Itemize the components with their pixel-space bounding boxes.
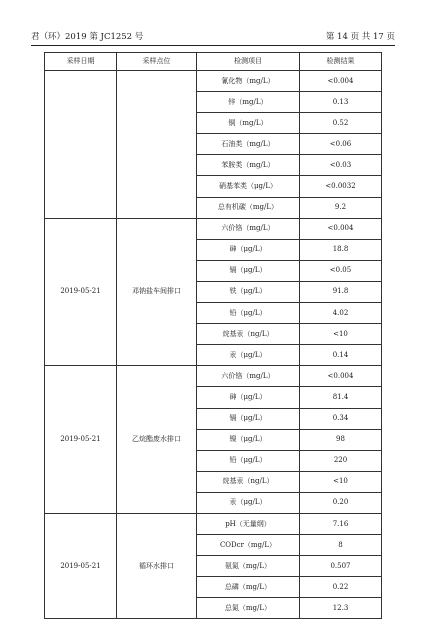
table-header-row	[45, 53, 382, 71]
test-result-cell: 7.16	[300, 513, 382, 534]
test-item-cell: 镉（μg/L）	[197, 408, 300, 429]
test-result-cell: 98	[300, 429, 382, 450]
test-item-cell: 总有机碳（mg/L）	[197, 197, 300, 218]
test-item-cell: 硝基苯类（μg/L）	[197, 176, 300, 197]
test-result-cell: 0.13	[300, 92, 382, 113]
test-result-cell: 4.02	[300, 303, 382, 324]
table-row	[45, 71, 382, 92]
column-header-item: 检测项目	[197, 53, 300, 71]
test-item-cell: 氰化物（mg/L）	[197, 71, 300, 92]
test-item-cell: pH（无量纲）	[197, 513, 300, 534]
test-result-cell: 0.20	[300, 492, 382, 513]
test-result-cell: <10	[300, 324, 382, 345]
sample-location-cell: 循环水排口	[117, 513, 197, 618]
test-result-cell: <0.0032	[300, 176, 382, 197]
test-item-cell: 汞（μg/L）	[197, 492, 300, 513]
test-result-cell: <0.004	[300, 218, 382, 239]
test-item-cell: 烷基汞（ng/L）	[197, 471, 300, 492]
table-row	[45, 218, 382, 239]
test-item-cell: 氨氮（mg/L）	[197, 556, 300, 577]
sample-date-cell	[45, 71, 117, 219]
test-result-cell: 9.2	[300, 197, 382, 218]
test-result-cell: 0.507	[300, 556, 382, 577]
test-item-cell: 苯胺类（mg/L）	[197, 155, 300, 176]
sample-date-cell: 2019-05-21	[45, 218, 117, 366]
test-result-cell: 8	[300, 535, 382, 556]
header-rule	[31, 45, 395, 46]
test-item-cell: 烷基汞（ng/L）	[197, 324, 300, 345]
results-table	[44, 52, 382, 619]
test-item-cell: 镍（μg/L）	[197, 429, 300, 450]
test-item-cell: 六价铬（mg/L）	[197, 366, 300, 387]
test-item-cell: 砷（μg/L）	[197, 239, 300, 260]
table-row	[45, 513, 382, 534]
page-info: 第 14 页 共 17 页	[325, 32, 395, 42]
test-item-cell: 铅（μg/L）	[197, 450, 300, 471]
test-result-cell: <0.06	[300, 134, 382, 155]
sample-location-cell	[117, 71, 197, 219]
test-item-cell: 铁（μg/L）	[197, 281, 300, 302]
test-item-cell: 总氮（mg/L）	[197, 598, 300, 619]
test-item-cell: 砷（μg/L）	[197, 387, 300, 408]
test-result-cell: <0.004	[300, 71, 382, 92]
report-number: 君（环）2019 第 JC1252 号	[31, 32, 144, 42]
test-result-cell: <0.03	[300, 155, 382, 176]
test-result-cell: <0.004	[300, 366, 382, 387]
test-result-cell: <0.05	[300, 260, 382, 281]
test-result-cell: 0.52	[300, 113, 382, 134]
sample-location-cell: 乙烷酯废水排口	[117, 366, 197, 514]
test-result-cell: 0.22	[300, 577, 382, 598]
test-item-cell: 锌（mg/L）	[197, 92, 300, 113]
test-result-cell: 0.14	[300, 345, 382, 366]
test-item-cell: 镉（μg/L）	[197, 260, 300, 281]
table-row	[45, 366, 382, 387]
test-result-cell: 220	[300, 450, 382, 471]
test-item-cell: 总磷（mg/L）	[197, 577, 300, 598]
sample-date-cell: 2019-05-21	[45, 366, 117, 514]
column-header-date: 采样日期	[45, 53, 117, 71]
test-result-cell: 18.8	[300, 239, 382, 260]
sample-location-cell: 邓钠盐车间排口	[117, 218, 197, 366]
test-result-cell: 91.8	[300, 281, 382, 302]
test-item-cell: 铅（μg/L）	[197, 303, 300, 324]
test-result-cell: 81.4	[300, 387, 382, 408]
test-result-cell: 12.3	[300, 598, 382, 619]
sample-date-cell: 2019-05-21	[45, 513, 117, 618]
test-item-cell: 六价铬（mg/L）	[197, 218, 300, 239]
test-item-cell: CODcr（mg/L）	[197, 535, 300, 556]
test-result-cell: <10	[300, 471, 382, 492]
test-item-cell: 石油类（mg/L）	[197, 134, 300, 155]
column-header-result: 检测结果	[300, 53, 382, 71]
column-header-location: 采样点位	[117, 53, 197, 71]
test-item-cell: 汞（μg/L）	[197, 345, 300, 366]
table-body	[45, 71, 382, 619]
test-item-cell: 铜（mg/L）	[197, 113, 300, 134]
test-result-cell: 0.34	[300, 408, 382, 429]
